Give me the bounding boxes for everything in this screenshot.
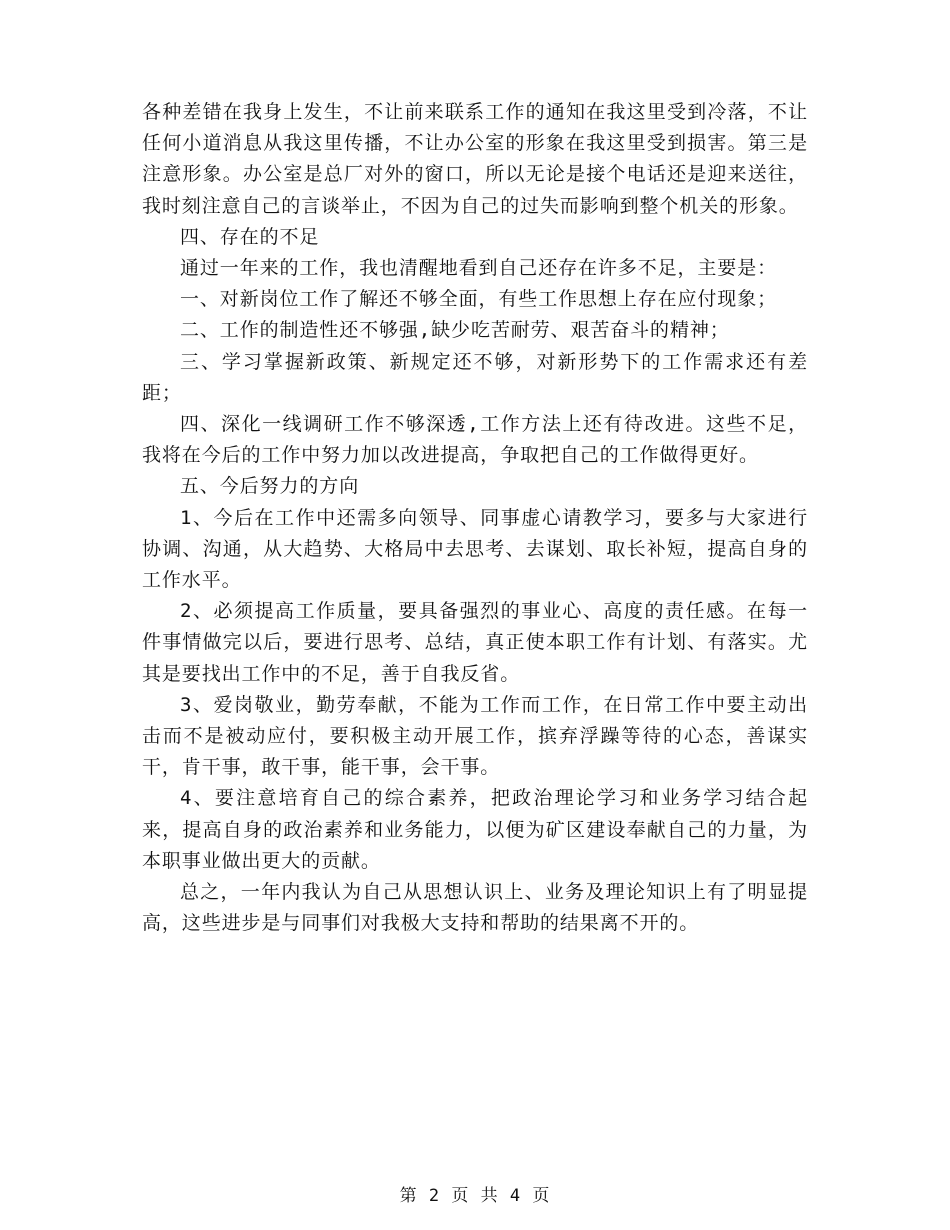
paragraph-conclusion: 总之，一年内我认为自己从思想认识上、业务及理论知识上有了明显提高，这些进步是与同事们对我极大支持和帮助的结果离不开的。: [142, 881, 808, 935]
direction-item-3: 3、爱岗敬业，勤劳奉献，不能为工作而工作，在日常工作中要主动出击而不是被动应付，要积极主动开展工作，摈弃浮躁等待的心态，善谋实干，肯干事，敢干事，能干事，会干事。: [142, 693, 808, 779]
section-heading-shortcomings: 四、存在的不足: [180, 225, 320, 248]
shortcoming-item-3: 三、学习掌握新政策、新规定还不够，对新形势下的工作需求还有差距；: [142, 350, 808, 404]
page-footer: [0, 1181, 950, 1206]
footer-prefix: 第: [399, 1186, 418, 1206]
shortcoming-item-4: 四、深化一线调研工作不够深透,工作方法上还有待改进。这些不足，我将在今后的工作中努力加以改进提高，争取把自己的工作做得更好。: [142, 413, 808, 467]
direction-item-2: 2、必须提高工作质量，要具备强烈的事业心、高度的责任感。在每一件事情做完以后，要进行思考、总结，真正使本职工作有计划、有落实。尤其是要找出工作中的不足，善于自我反省。: [142, 600, 808, 685]
footer-current-page: 2: [428, 1186, 441, 1206]
direction-item-1: 1、今后在工作中还需多向领导、同事虚心请教学习，要多与大家进行协调、沟通，从大趋势、大格局中去思考、去谋划、取长补短，提高自身的工作水平。: [142, 506, 808, 592]
shortcoming-item-1: 一、对新岗位工作了解还不够全面，有些工作思想上存在应付现象；: [180, 288, 778, 311]
section-heading-direction: 五、今后努力的方向: [180, 475, 360, 498]
paragraph-shortcomings-intro: 通过一年来的工作，我也清醒地看到自己还存在许多不足，主要是：: [180, 257, 778, 280]
direction-item-4: 4、要注意培育自己的综合素养，把政治理论学习和业务学习结合起来，提高自身的政治素养和业务能力，以便为矿区建设奉献自己的力量，为本职事业做出更大的贡献。: [142, 787, 808, 872]
footer-middle: 页 共: [451, 1186, 499, 1206]
footer-total-pages: 4: [509, 1186, 522, 1206]
footer-suffix: 页: [532, 1186, 551, 1206]
shortcoming-item-2: 二、工作的制造性还不够强,缺少吃苦耐劳、艰苦奋斗的精神；: [180, 319, 730, 342]
document-body: [142, 97, 808, 939]
paragraph-continuation: 各种差错在我身上发生，不让前来联系工作的通知在我这里受到冷落，不让任何小道消息从我这里传播，不让办公室的形象在我这里受到损害。第三是注意形象。办公室是总厂对外的窗口，所以无论是接个电话还是迎来送往，我时刻注意自己的言谈举止，不因为自己的过失而影响到整个机关的形象。: [142, 101, 808, 217]
